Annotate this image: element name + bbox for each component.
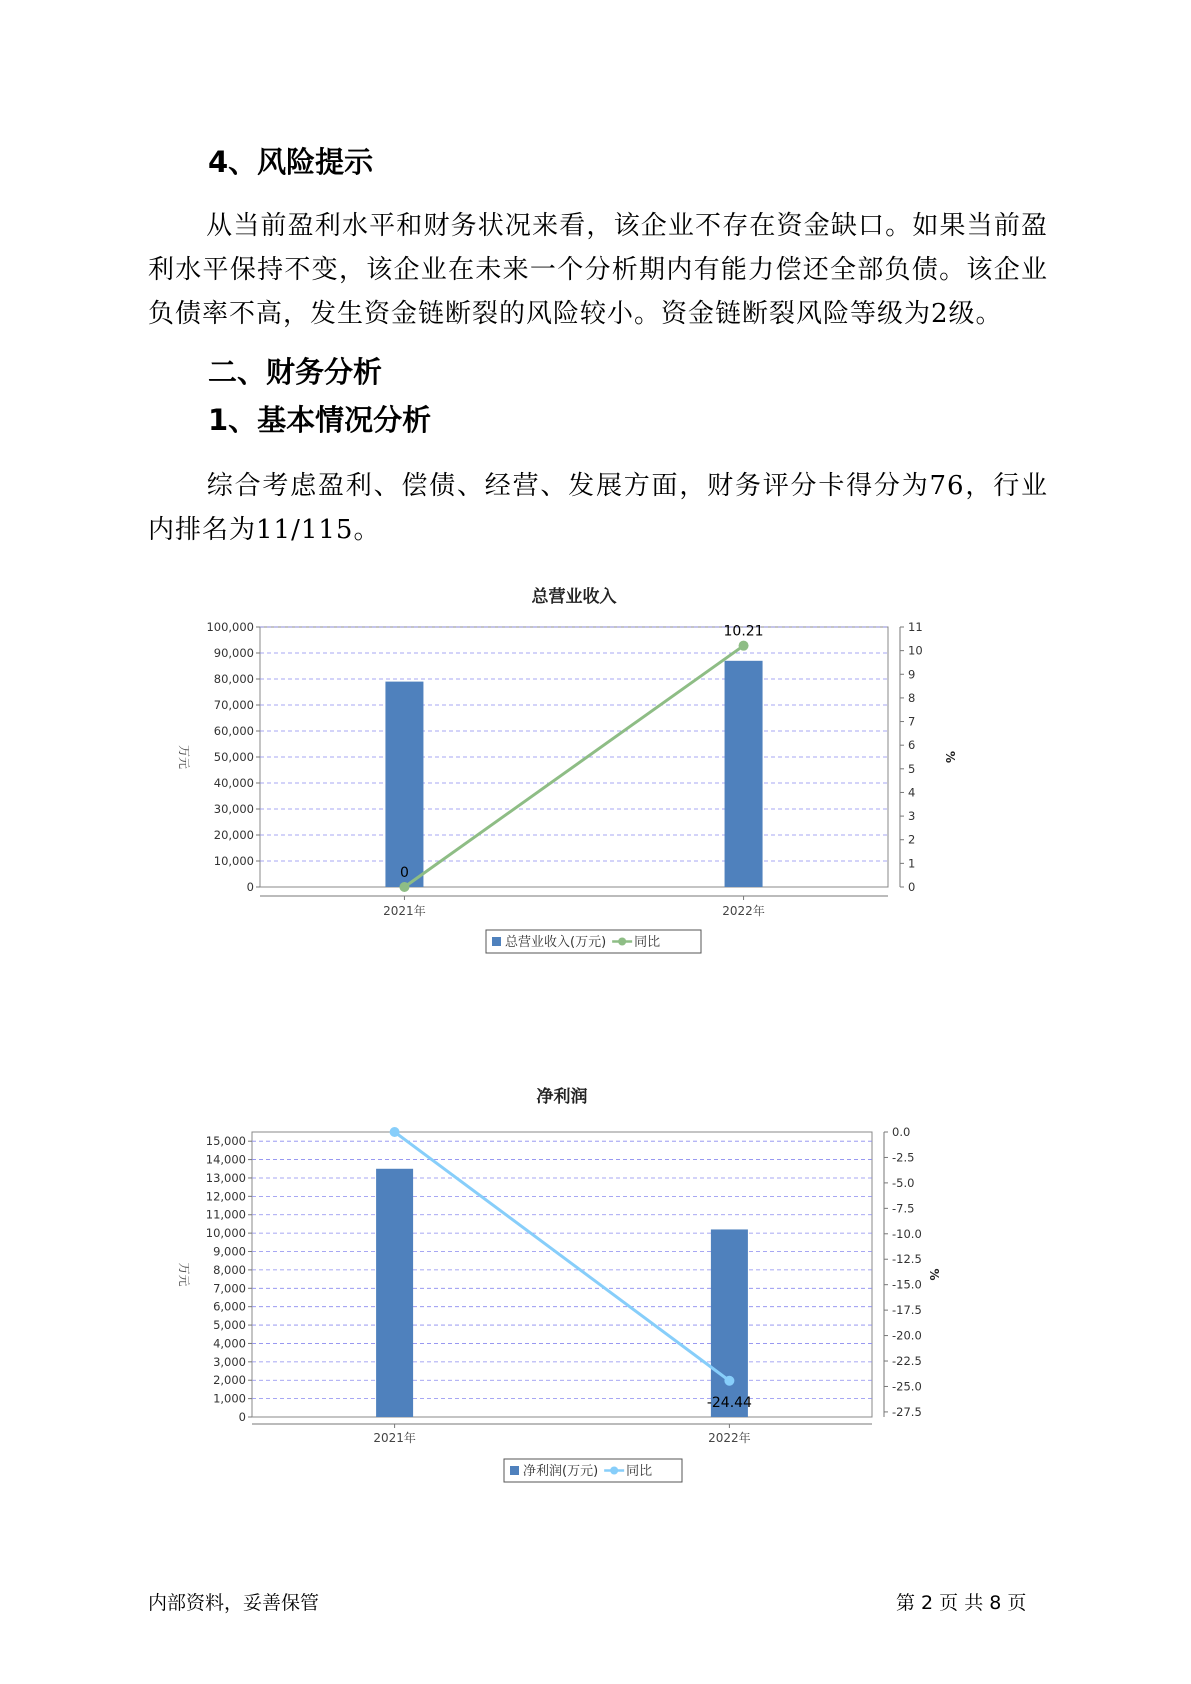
y2-tick-label: 9 [908,667,916,682]
y2-tick-label: 6 [908,738,916,753]
y-tick-label: 14,000 [205,1152,246,1167]
y-tick-label: 30,000 [213,802,254,816]
yoy-data-label: 10.21 [723,623,764,640]
y-tick-label: 8,000 [213,1262,246,1277]
y-tick-label: 90,000 [213,646,254,660]
yoy-point [390,1127,400,1137]
section-4-heading: 4、风险提示 [208,145,374,179]
y-tick-label: 80,000 [213,672,254,686]
y2-tick-label: 1 [908,856,916,871]
bar-2022年 [725,661,763,887]
x-tick-label: 2022年 [708,1431,751,1445]
y-tick-label: 9,000 [213,1244,246,1259]
y-tick-label: 6,000 [213,1299,246,1314]
y2-tick-label: 8 [908,690,916,705]
chart-title: 净利润 [536,1087,588,1107]
y-tick-label: 5,000 [213,1318,246,1333]
y-tick-label: 11,000 [205,1207,246,1222]
y-tick-label: 2,000 [213,1373,246,1388]
revenue-chart [170,580,1050,1020]
y-tick-label: 20,000 [213,828,254,842]
y-tick-label: 100,000 [206,620,254,634]
y2-tick-label: -25.0 [892,1379,922,1394]
y-tick-label: 40,000 [213,776,254,790]
legend-bar-swatch [492,937,501,946]
yoy-point [399,882,409,892]
section-2-heading: 二、财务分析 [208,355,383,389]
y2-tick-label: 4 [908,785,916,800]
yoy-point [739,641,749,651]
y2-axis-title: % [927,1268,941,1281]
y2-tick-label: -15.0 [892,1277,922,1292]
y2-tick-label: -27.5 [892,1404,922,1419]
y2-tick-label: -5.0 [892,1175,915,1190]
y2-tick-label: 5 [908,761,916,776]
basic-analysis-paragraph [148,464,1048,552]
y-tick-label: 70,000 [213,698,254,712]
y-tick-label: 10,000 [213,854,254,868]
y-tick-label: 13,000 [205,1170,246,1185]
y2-tick-label: -10.0 [892,1226,922,1241]
y-tick-label: 60,000 [213,724,254,738]
legend-entry: 净利润(万元) [523,1464,599,1479]
y2-tick-label: -17.5 [892,1303,922,1318]
y2-axis-title: % [943,750,957,764]
legend-line-marker [610,1467,618,1475]
legend-entry: 同比 [634,935,661,950]
y-axis-title: 万元 [177,1262,191,1287]
bar-2021年 [385,682,423,887]
legend-line-marker [618,938,626,946]
bar-2022年 [711,1229,748,1417]
y-tick-label: 50,000 [213,750,254,764]
footer-page-number: 第 2 页 共 8 页 [896,1592,1027,1614]
basic-analysis-text: 综合考虑盈利、偿债、经营、发展方面，财务评分卡得分为76，行业内排名为11/115。 [148,471,1048,545]
y-tick-label: 12,000 [205,1189,246,1204]
y2-tick-label: 2 [908,832,916,847]
y2-tick-label: -12.5 [892,1252,922,1267]
y-tick-label: 15,000 [205,1134,246,1149]
footer-left: 内部资料，妥善保管 [148,1592,320,1614]
y-tick-label: 7,000 [213,1281,246,1296]
y2-tick-label: 7 [908,714,916,729]
legend-bar-swatch [510,1466,519,1475]
y2-tick-label: 11 [908,620,923,634]
net-profit-chart [170,1080,1050,1530]
plot-area [252,1132,872,1417]
y2-tick-label: -7.5 [892,1201,915,1216]
yoy-data-label: 0 [399,865,409,881]
y2-tick-label: 10 [908,643,923,658]
y-tick-label: 3,000 [213,1354,246,1369]
section-2-1-heading: 1、基本情况分析 [208,403,432,437]
revenue-chart-svg [170,580,1050,1020]
yoy-point [724,1376,734,1386]
y-tick-label: 0 [246,880,254,894]
yoy-data-label: -24.44 [706,1394,752,1411]
y-tick-label: 10,000 [205,1226,246,1241]
risk-paragraph [148,204,1048,336]
legend-entry: 总营业收入(万元) [505,935,607,950]
y-tick-label: 0 [238,1410,246,1424]
risk-paragraph-text: 从当前盈利水平和财务状况来看，该企业不存在资金缺口。如果当前盈利水平保持不变，该企业在未来一个分析期内有能力偿还全部负债。该企业负债率不高，发生资金链断裂的风险较小。资金链断裂风险等级为2级。 [148,211,1048,329]
x-tick-label: 2021年 [383,904,426,918]
chart-title: 总营业收入 [531,587,617,607]
bar-2021年 [376,1169,413,1417]
y2-tick-label: -2.5 [892,1150,915,1165]
x-tick-label: 2022年 [722,904,765,918]
y-tick-label: 1,000 [213,1391,246,1406]
y2-tick-label: 0 [908,880,916,894]
y-axis-title: 万元 [177,744,191,770]
x-tick-label: 2021年 [373,1431,416,1445]
legend-entry: 同比 [626,1464,653,1479]
y2-tick-label: 3 [908,809,916,824]
y2-tick-label: -22.5 [892,1354,922,1369]
y2-tick-label: -20.0 [892,1328,922,1343]
y2-tick-label: 0.0 [892,1125,911,1139]
net-profit-chart-svg [170,1080,1050,1530]
y-tick-label: 4,000 [213,1336,246,1351]
